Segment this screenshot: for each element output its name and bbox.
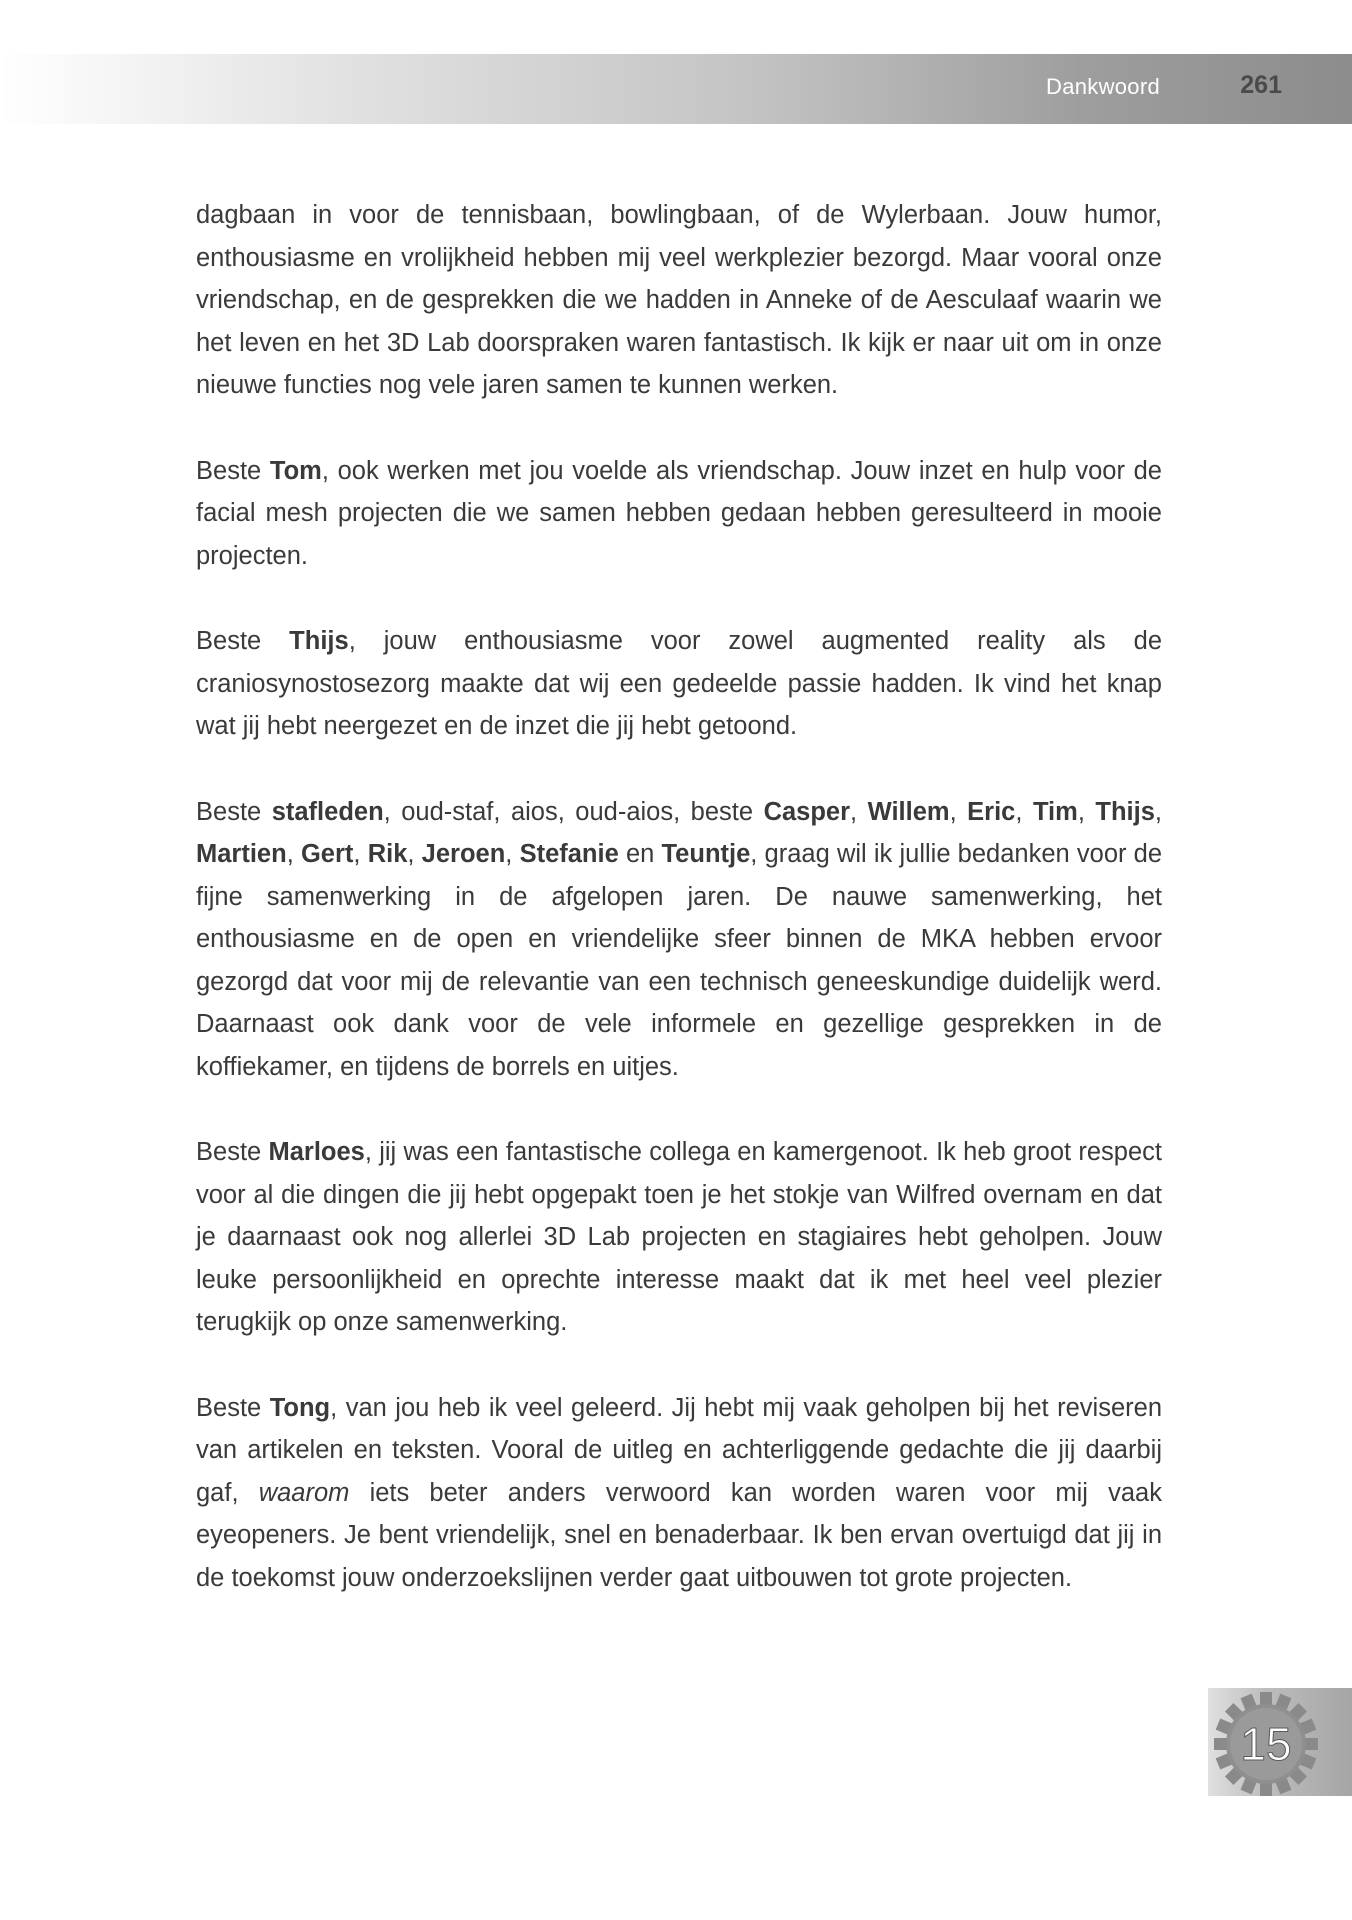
text-run: ,: [286, 840, 301, 868]
text-run: dagbaan in voor de tennisbaan, bowlingbaan, of de Wylerbaan. Jouw humor, enthousiasme en vrolijkheid hebben mij veel werkplezier bezorgd. Maar vooral onze vriendschap, en de gesprekken die we hadden in Anneke of de Aesculaaf waarin we het leven en het 3D Lab doorspraken waren fantastisch. Ik kijk er naar uit om in onze nieuwe functies nog vele jaren samen te kunnen werken.: [196, 201, 1162, 399]
text-run: , jouw enthousiasme voor zowel augmented reality als de craniosynostosezorg maakte dat wij een gedeelde passie hadden. Ik vind het knap wat jij hebt neergezet en de inzet die jij hebt getoond.: [196, 627, 1162, 740]
running-header: [0, 54, 1352, 124]
name-highlight: Gert: [300, 840, 354, 868]
text-run: , oud-staf, aios, oud-aios, beste: [383, 797, 764, 826]
text-run: ,: [1154, 797, 1162, 826]
name-highlight: Jeroen: [421, 840, 506, 868]
text-run: ,: [353, 840, 368, 868]
text-run: Beste: [196, 1138, 269, 1166]
paragraph: [196, 1387, 1162, 1600]
name-highlight: Tim: [1032, 797, 1078, 826]
text-run: ,: [505, 840, 520, 868]
text-run: ,: [1015, 797, 1033, 826]
paragraph: [196, 620, 1162, 748]
section-title: Dankwoord: [1046, 74, 1160, 99]
name-highlight: Rik: [367, 840, 408, 868]
text-run: Beste: [196, 797, 272, 826]
name-highlight: Martien: [196, 840, 287, 868]
text-run: ,: [949, 797, 968, 826]
name-highlight: Marloes: [268, 1138, 365, 1166]
page-number: 261: [1240, 71, 1282, 99]
paragraph: [196, 1131, 1162, 1344]
text-run: iets beter anders verwoord kan worden waren voor mij vaak eyeopeners. Je bent vriendelijk, snel en benaderbaar. Ik ben ervan overtuigd dat jij in de toekomst jouw onderzoekslijnen verder gaat uitbouwen tot grote projecten.: [196, 1478, 1162, 1592]
chapter-number: 15: [1240, 1718, 1292, 1770]
name-highlight: Thijs: [289, 627, 349, 655]
name-highlight: Tom: [269, 456, 322, 485]
emphasis: waarom: [258, 1478, 350, 1507]
text-run: , van jou heb ik veel geleerd. Jij hebt mij vaak geholpen bij het reviseren van artikelen en teksten. Vooral de uitleg en achterliggende gedachte die jij daarbij gaf,: [196, 1393, 1162, 1507]
gear-icon: [1212, 1690, 1320, 1798]
name-highlight: Casper: [763, 797, 851, 826]
text-run: Beste: [196, 1393, 270, 1422]
name-highlight: Teuntje: [661, 840, 751, 868]
paragraph: [196, 450, 1162, 578]
text-run: en: [618, 840, 662, 868]
text-run: , jij was een fantastische collega en kamergenoot. Ik heb groot respect voor al die dingen die jij hebt opgepakt toen je het stokje van Wilfred overnam en dat je daarnaast ook nog allerlei 3D Lab projecten en stagiaires hebt geholpen. Jouw leuke persoonlijkheid en oprechte interesse maakt dat ik met heel veel plezier terugkijk op onze samenwerking.: [196, 1138, 1162, 1336]
text-run: ,: [850, 797, 868, 826]
text-run: ,: [1077, 797, 1096, 826]
text-run: , graag wil ik jullie bedanken voor de fijne samenwerking in de afgelopen jaren. De nauwe samenwerking, het enthousiasme en de open en vriendelijke sfeer binnen de MKA hebben ervoor gezorgd dat voor mij de relevantie van een technisch geneeskundige duidelijk werd. Daarnaast ook dank voor de vele informele en gezellige gesprekken in de koffiekamer, en tijdens de borrels en uitjes.: [196, 840, 1163, 1081]
name-highlight: Eric: [967, 797, 1016, 826]
text-run: Beste: [196, 456, 270, 485]
paragraph: [196, 791, 1162, 1089]
name-highlight: Thijs: [1095, 797, 1155, 826]
name-highlight: stafleden: [271, 797, 384, 826]
name-highlight: Stefanie: [519, 840, 619, 868]
text-run: ,: [407, 840, 422, 868]
body-text: [196, 194, 1162, 1642]
paragraph: [196, 194, 1162, 407]
text-run: Beste: [196, 627, 290, 655]
name-highlight: Tong: [269, 1393, 331, 1422]
name-highlight: Willem: [867, 797, 950, 826]
text-run: , ook werken met jou voelde als vriendschap. Jouw inzet en hulp voor de facial mesh projecten die we samen hebben gedaan hebben geresulteerd in mooie projecten.: [196, 456, 1162, 570]
